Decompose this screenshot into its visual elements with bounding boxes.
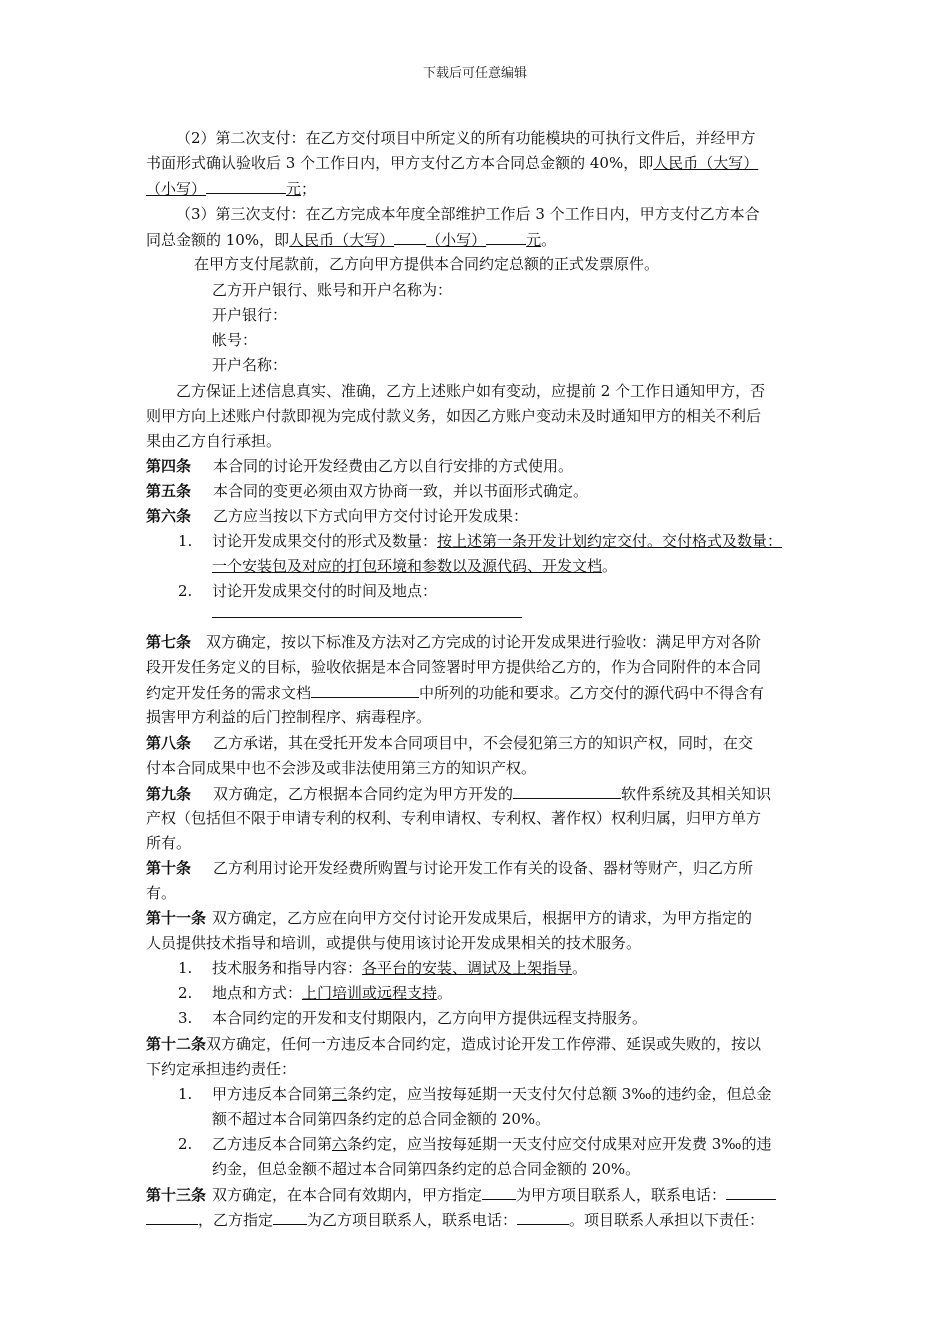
- article-6-item-1-line-1: 讨论开发成果交付的形式及数量：按上述第一条开发计划约定交付。交付格式及数量：: [212, 532, 783, 550]
- article-11-item-2-num: 2.: [178, 984, 193, 1002]
- article-7-line-1: 第七条 双方确定，按以下标准及方法对乙方完成的讨论开发成果进行验收：满足甲方对各阶: [146, 633, 762, 651]
- guarantee-line-1: 乙方保证上述信息真实、准确，乙方上述账户如有变动，应提前 2 个工作日通知甲方，否: [176, 382, 766, 400]
- article-5-title: 第五条: [146, 482, 192, 500]
- article-6-item-2-num: 2.: [178, 582, 193, 600]
- payment-second-blank: [206, 178, 286, 194]
- article-7-title: 第七条: [146, 633, 192, 651]
- article-11-line-1: 第十一条 双方确定，乙方应在向甲方交付讨论开发成果后，根据甲方的请求，为甲方指定的: [146, 909, 753, 927]
- party-b-contact-blank: [273, 1209, 307, 1225]
- article-12-item-1-num: 1.: [178, 1085, 193, 1103]
- article-12-item-2-line-1: 乙方违反本合同第六条约定，应当按每延期一天支付应交付成果对应开发费 3‰的违: [212, 1135, 772, 1153]
- party-a-phone-blank: [726, 1184, 776, 1200]
- article-12-item-1-line-2: 额不超过本合同第四条约定的总合同金额的 20%。: [212, 1110, 551, 1128]
- article-10-title: 第十条: [146, 859, 192, 877]
- article-11-item-1-num: 1.: [178, 959, 193, 977]
- article-12-title: 第十二条: [146, 1035, 207, 1053]
- article-9-title: 第九条: [146, 785, 192, 803]
- article-6-title: 第六条: [146, 507, 192, 525]
- article-11-title: 第十一条: [146, 909, 207, 927]
- guarantee-line-2: 则甲方向上述账户付款即视为完成付款义务，如因乙方账户变动未及时通知甲方的相关不利后: [146, 407, 762, 425]
- article-12-item-2-num: 2.: [178, 1135, 193, 1153]
- article-5: 第五条 本合同的变更必须由双方协商一致，并以书面形式确定。: [146, 482, 589, 500]
- party-b-phone-blank: [517, 1209, 569, 1225]
- payment-third-line-2: 同总金额的 10%，即人民币（大写） （小写） 元。: [146, 231, 557, 249]
- article-4: 第四条 本合同的讨论开发经费由乙方以自行安排的方式使用。: [146, 457, 574, 475]
- article-9-line-1: 第九条 双方确定，乙方根据本合同约定为甲方开发的 软件系统及其相关知识: [146, 785, 772, 803]
- article-10-line-1: 第十条 乙方利用讨论开发经费所购置与讨论开发工作有关的设备、器材等财产，归乙方所: [146, 859, 754, 877]
- invoice-paragraph: 在甲方支付尾款前，乙方向甲方提供本合同约定总额的正式发票原件。: [194, 255, 660, 273]
- article-4-title: 第四条: [146, 457, 192, 475]
- article-9-line-2: 产权（包括但不限于申请专利的权利、专利申请权、专利权、著作权）权利归属，归甲方单方: [146, 809, 762, 827]
- article-7-line-3: 约定开发任务的需求文档 中所列的功能和要求。乙方交付的源代码中不得含有: [146, 684, 765, 702]
- account-label: 帐号：: [212, 331, 258, 349]
- article-7-line-4: 损害甲方利益的后门控制程序、病毒程序。: [146, 708, 432, 726]
- article-6: 第六条 乙方应当按以下方式向甲方交付讨论开发成果：: [146, 507, 529, 525]
- article-13-line-1: 第十三条 双方确定，在本合同有效期内，甲方指定 为甲方项目联系人，联系电话：: [146, 1184, 776, 1205]
- payment-second-amount-upper: 人民币（大写）: [653, 154, 759, 172]
- article-13-title: 第十三条: [146, 1186, 207, 1204]
- article-9-line-3: 所有。: [146, 834, 192, 852]
- article-6-item-1-line-2: 一个安装包及对应的打包环境和参数以及源代码、开发文档。: [212, 557, 618, 575]
- article-12-line-2: 下约定承担违约责任：: [146, 1060, 297, 1078]
- article-12-line-1: 第十二条双方确定，任何一方违反本合同约定，造成讨论开发工作停滞、延误或失败的，按以: [146, 1035, 762, 1053]
- article-13-line-2: ，乙方指定 为乙方项目联系人，联系电话： 。项目联系人承担以下责任：: [146, 1209, 764, 1230]
- bank-intro: 乙方开户银行、账号和开户名称为：: [212, 281, 453, 299]
- bank-name-label: 开户银行：: [212, 306, 288, 324]
- account-name-label: 开户名称：: [212, 356, 288, 374]
- payment-second-line-1: （2）第二次支付：在乙方交付项目中所定义的所有功能模块的可执行文件后，并经甲方: [176, 129, 756, 147]
- article-11-item-1: 技术服务和指导内容：各平台的安装、调试及上架指导。: [212, 959, 588, 977]
- delivery-time-place-blank: [212, 617, 522, 618]
- article-8-line-1: 第八条 乙方承诺，其在受托开发本合同项目中，不会侵犯第三方的知识产权，同时，在交: [146, 734, 754, 752]
- requirements-doc-blank: [311, 682, 419, 698]
- article-6-item-2: 讨论开发成果交付的时间及地点：: [212, 582, 438, 600]
- guarantee-line-3: 果由乙方自行承担。: [146, 432, 282, 450]
- article-11-item-2: 地点和方式：上门培训或远程支持。: [212, 984, 453, 1002]
- article-6-item-1-num: 1.: [178, 532, 193, 550]
- article-11-item-3: 本合同约定的开发和支付期限内，乙方向甲方提供远程支持服务。: [212, 1009, 648, 1027]
- party-a-phone-blank-cont: [146, 1209, 198, 1225]
- article-11-item-3-num: 3.: [178, 1009, 193, 1027]
- page-header: 下载后可任意编辑: [422, 66, 527, 81]
- payment-second-line-3: （小写） 元；: [146, 180, 317, 198]
- article-12-item-2-line-2: 约金，但总金额不超过本合同第四条约定的总合同金额的 20%。: [212, 1160, 641, 1178]
- article-8-title: 第八条: [146, 734, 192, 752]
- article-8-line-2: 付本合同成果中也不会涉及或非法使用第三方的知识产权。: [146, 759, 537, 777]
- article-10-line-2: 有。: [146, 884, 177, 902]
- payment-second-line-2: 书面形式确认验收后 3 个工作日内，甲方支付乙方本合同总金额的 40%，即人民币（大写）: [146, 154, 759, 172]
- party-a-contact-blank: [482, 1184, 516, 1200]
- article-12-item-1-line-1: 甲方违反本合同第三条约定，应当按每延期一天支付欠付总额 3‰的违约金，但总金: [212, 1085, 772, 1103]
- software-name-blank: [513, 783, 621, 799]
- payment-third-line-1: （3）第三次支付：在乙方完成本年度全部维护工作后 3 个工作日内，甲方支付乙方本合: [176, 205, 760, 223]
- article-7-line-2: 段开发任务定义的目标，验收依据是本合同签署时甲方提供给乙方的，作为合同附件的本合同: [146, 658, 762, 676]
- article-11-line-2: 人员提供技术指导和培训，或提供与使用该讨论开发成果相关的技术服务。: [146, 934, 642, 952]
